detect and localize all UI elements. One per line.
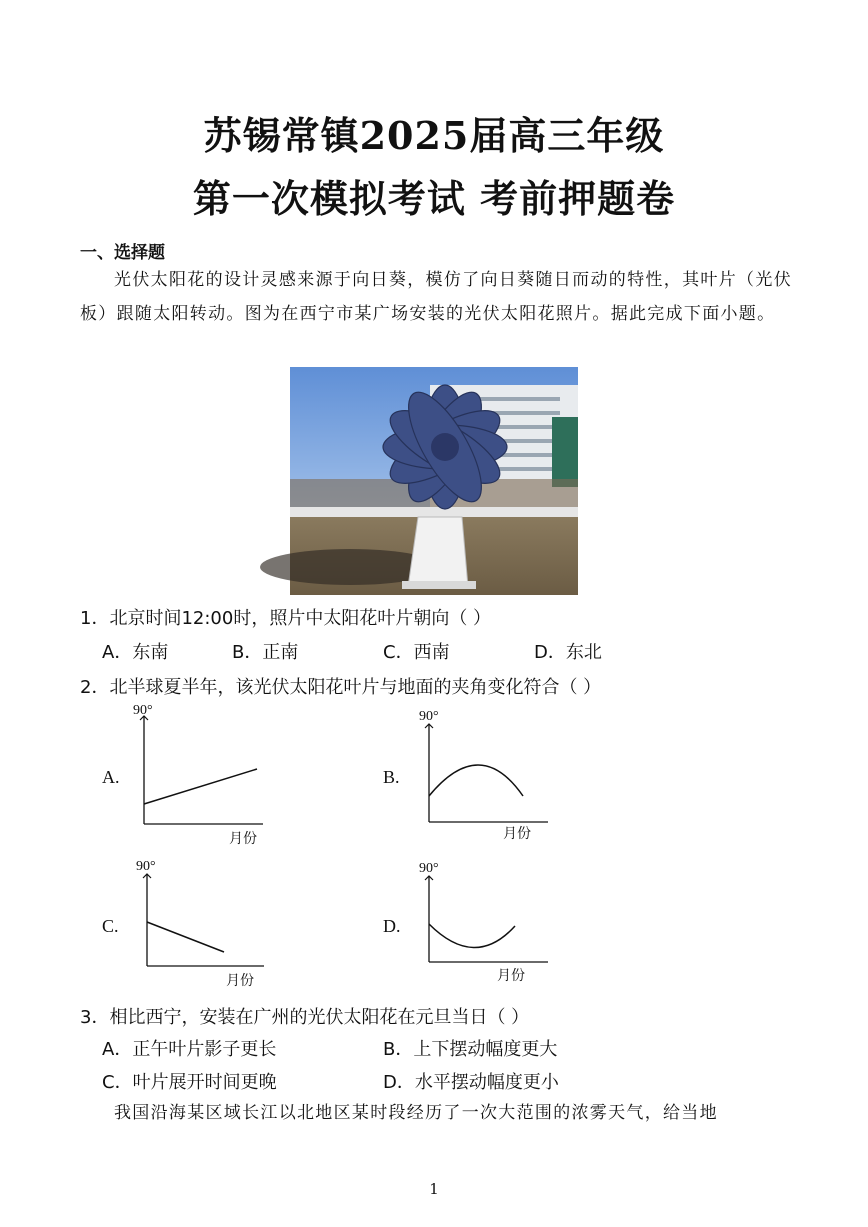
title-line-1: 苏锡常镇2025届高三年级 [203, 113, 665, 158]
graph-b-plot [420, 720, 550, 826]
graph-d-label: D. [383, 916, 401, 936]
question-1-option-b: B．正南 [232, 642, 299, 663]
passage-2: 我国沿海某区域长江以北地区某时段经历了一次大范围的浓雾天气，给当地 [114, 1103, 718, 1123]
question-3-stem: 3．相比西宁，安装在广州的光伏太阳花在元旦当日（ ） [80, 1007, 530, 1028]
question-2-stem: 2．北半球夏半年，该光伏太阳花叶片与地面的夹角变化符合（ ） [80, 677, 602, 698]
graph-d-x-label: 月份 [497, 968, 525, 984]
question-1-option-d: D．东北 [534, 642, 602, 663]
graph-a-label: A. [102, 767, 120, 787]
graph-d-curve [429, 924, 515, 948]
graph-b-label: B. [383, 767, 400, 787]
graph-c-curve [147, 922, 224, 952]
graph-a-y-label: 90° [133, 703, 153, 718]
question-3-option-c: C．叶片展开时间更晚 [102, 1072, 277, 1093]
solar-flower-photo [290, 367, 578, 595]
graph-c-x-label: 月份 [226, 973, 254, 989]
question-3-option-a: A．正午叶片影子更长 [102, 1039, 277, 1060]
question-3-option-b: B．上下摆动幅度更大 [383, 1039, 558, 1060]
question-3-option-d: D．水平摆动幅度更小 [383, 1072, 559, 1093]
graph-b-curve [429, 765, 523, 796]
title-line-2: 第一次模拟考试 考前押题卷 [192, 176, 676, 221]
graph-a-curve [144, 769, 257, 804]
section-heading: 一、选择题 [80, 243, 165, 263]
graph-d-plot [420, 872, 550, 966]
graph-b-x-label: 月份 [503, 826, 531, 842]
graph-c-plot [138, 870, 268, 970]
graph-a-x-label: 月份 [229, 831, 257, 847]
graph-c-y-label: 90° [136, 859, 156, 874]
graph-b-y-label: 90° [419, 709, 439, 724]
question-1-option-c: C．西南 [383, 642, 450, 663]
graph-d-y-label: 90° [419, 861, 439, 876]
graph-c-label: C. [102, 916, 119, 936]
passage-1: 光伏太阳花的设计灵感来源于向日葵，模仿了向日葵随日而动的特性，其叶片（光伏板）跟随太阳转动。图为在西宁市某广场安装的光伏太阳花照片。据此完成下面小题。 [80, 270, 792, 324]
page-number: 1 [429, 1180, 439, 1198]
question-1-option-a: A．东南 [102, 642, 169, 663]
question-1-stem: 1．北京时间12:00时，照片中太阳花叶片朝向（ ） [80, 608, 492, 629]
graph-a-plot [135, 712, 265, 828]
